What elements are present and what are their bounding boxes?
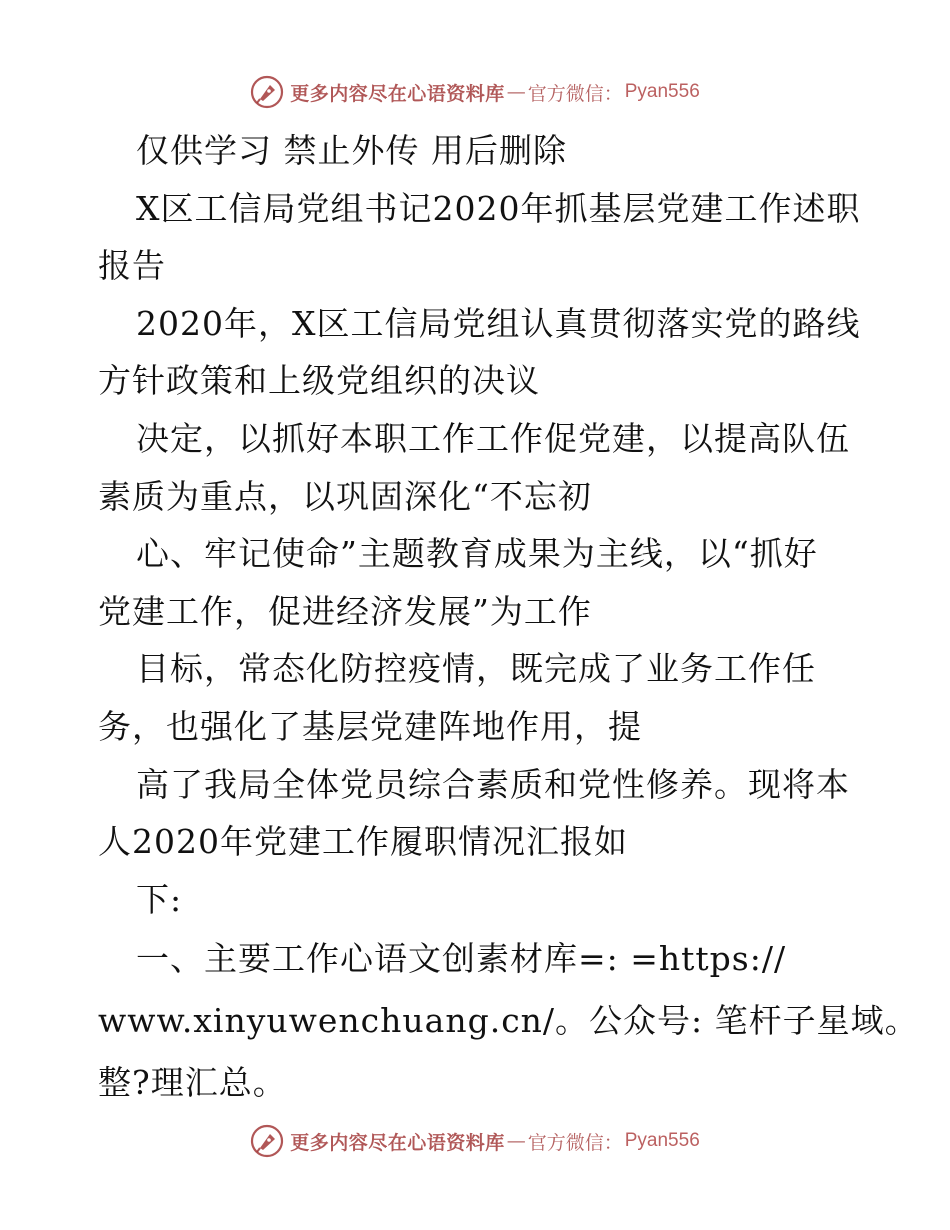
paragraph-line: 高了我局全体党员综合素质和党性修养。现将本 bbox=[136, 764, 850, 804]
header-banner-inner bbox=[250, 75, 700, 109]
footer-banner-wechat-id: Pyan556 bbox=[624, 1130, 700, 1151]
paragraph-line: 目标，常态化防控疫情，既完成了业务工作任 bbox=[136, 649, 816, 689]
paragraph-line: 2020年，X区工信局党组认真贯彻落实党的路线 bbox=[136, 303, 861, 343]
paragraph-line: 决定，以抓好本职工作工作促党建，以提高队伍 bbox=[136, 418, 850, 458]
paragraph-line: 人2020年党建工作履职情况汇报如 bbox=[98, 822, 628, 862]
paragraph-line: 整?理汇总。 bbox=[98, 1063, 287, 1103]
url-line: www.xinyuwenchuang.cn/。公众号: 笔杆子星域。 bbox=[98, 1001, 919, 1041]
footer-banner-main-text: 更多内容尽在心语资料库 bbox=[290, 1131, 505, 1154]
header-banner-dash: — bbox=[506, 81, 526, 103]
header-watermark-banner bbox=[0, 72, 950, 112]
footer-watermark-banner bbox=[0, 1121, 950, 1161]
section-heading-line: 一、主要工作心语文创素材库=: =https:// bbox=[136, 939, 787, 979]
header-banner-main-text: 更多内容尽在心语资料库 bbox=[290, 82, 505, 105]
paragraph-line: 方针政策和上级党组织的决议 bbox=[98, 361, 540, 401]
header-banner-wechat-label: 官方微信： bbox=[527, 82, 623, 105]
footer-banner-text bbox=[290, 1128, 700, 1155]
document-body bbox=[98, 122, 919, 1114]
paragraph-line: 下: bbox=[136, 879, 183, 919]
footer-banner-inner bbox=[250, 1124, 700, 1158]
header-banner-text bbox=[290, 79, 700, 106]
footer-banner-dash: — bbox=[506, 1130, 526, 1152]
paragraph-line: 务，也强化了基层党建阵地作用，提 bbox=[98, 706, 642, 746]
paragraph-line: 素质为重点，以巩固深化“不忘初 bbox=[98, 476, 592, 516]
paragraph-line: 党建工作，促进经济发展”为工作 bbox=[98, 591, 592, 631]
header-banner-wechat-id: Pyan556 bbox=[624, 81, 700, 102]
footer-banner-wechat-label: 官方微信： bbox=[527, 1131, 623, 1154]
notice-line: 仅供学习 禁止外传 用后删除 bbox=[136, 131, 567, 170]
fountain-pen-nib-icon bbox=[250, 75, 284, 109]
paragraph-line: 心、牢记使命”主题教育成果为主线，以“抓好 bbox=[136, 534, 818, 574]
fountain-pen-nib-icon bbox=[250, 1124, 284, 1158]
document-title-line-2: 报告 bbox=[98, 246, 166, 286]
document-title-line-1: X区工信局党组书记2020年抓基层党建工作述职 bbox=[136, 188, 861, 228]
